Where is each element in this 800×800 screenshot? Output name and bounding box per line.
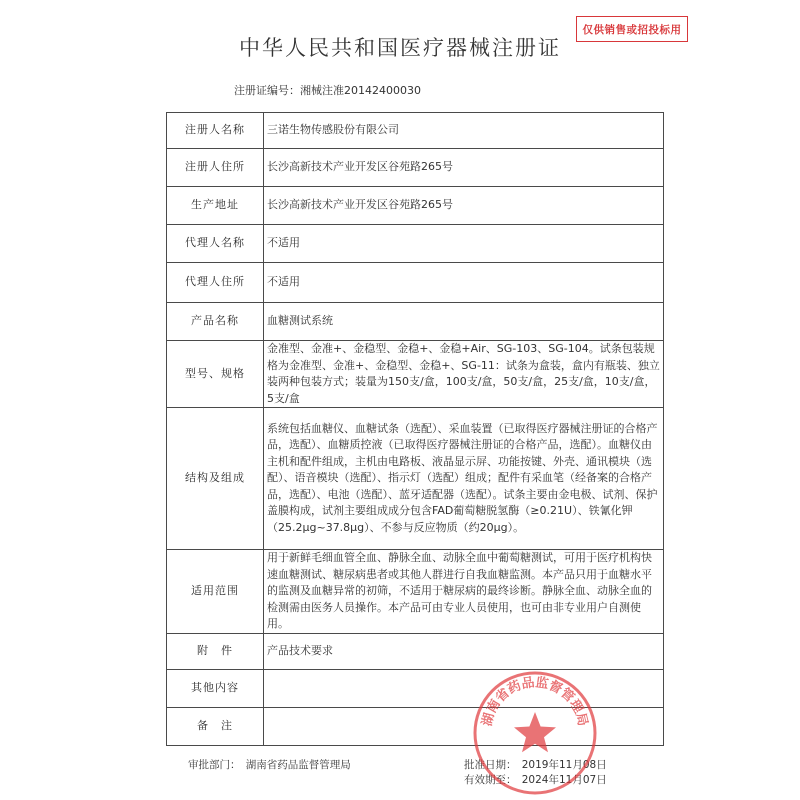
row-label: 结构及组成 [167,408,264,550]
row-label: 注册人住所 [167,149,264,187]
row-value [264,707,664,745]
row-label: 备 注 [167,707,264,745]
approving-authority: 审批部门： 湖南省药品监督管理局 [188,759,351,771]
seal-text: 湖南省药品监督管理局 [480,675,590,728]
table-row [167,187,664,225]
row-label: 其他内容 [167,669,264,707]
table-row [167,113,664,149]
row-value: 用于新鲜毛细血管全血、静脉全血、动脉全血中葡萄糖测试，可用于医疗机构快速血糖测试、糖尿病患者或其他人群进行自我血糖监测。本产品只用于血糖水平的监测及血糖异常的初筛，不适用于糖尿病的最终诊断。静脉全血、动脉全血的检测需由医务人员操作。本产品可由专业人员使用，也可由非专业用户自测使用。 [264,550,664,634]
row-label: 代理人名称 [167,225,264,263]
row-value: 不适用 [264,225,664,263]
certificate-table [166,112,664,746]
official-seal [470,668,600,798]
row-value: 产品技术要求 [264,633,664,669]
row-value: 不适用 [264,263,664,303]
row-label: 代理人住所 [167,263,264,303]
table-row [167,225,664,263]
row-label: 注册人名称 [167,113,264,149]
registration-number-value: 湘械注准20142400030 [300,84,421,97]
page-title: 中华人民共和国医疗器械注册证 [239,36,561,60]
table-row [167,149,664,187]
row-value [264,669,664,707]
row-label: 生产地址 [167,187,264,225]
row-value: 金准型、金准+、金稳型、金稳+、金稳+Air、SG-103、SG-104。试条包装规格为金准型、金准+、金稳型、金稳+、SG-11：试条为盒装，盒内有瓶装、独立装两种包装方式；装量为150支/盒，100支/盒，50支/盒，25支/盒，10支/盒，5支/盒 [264,341,664,408]
seal-star-icon [514,712,556,752]
table-row [167,633,664,669]
row-value: 三诺生物传感股份有限公司 [264,113,664,149]
sales-only-stamp: 仅供销售或招投标用 [576,16,688,42]
table-row [167,263,664,303]
valid-until-date: 有效期至： 2024年11月07日 [464,774,607,786]
row-value: 长沙高新技术产业开发区谷苑路265号 [264,149,664,187]
registration-number [234,82,421,98]
table-row [167,550,664,634]
row-label: 产品名称 [167,303,264,341]
row-label: 附 件 [167,633,264,669]
table-row [167,341,664,408]
row-label: 型号、规格 [167,341,264,408]
approval-date: 批准日期： 2019年11月08日 [464,759,607,771]
row-value: 长沙高新技术产业开发区谷苑路265号 [264,187,664,225]
row-label: 适用范围 [167,550,264,634]
table-row [167,303,664,341]
table-row [167,408,664,550]
registration-number-label: 注册证编号： [234,84,300,97]
row-value: 血糖测试系统 [264,303,664,341]
row-value: 系统包括血糖仪、血糖试条（选配）、采血装置（已取得医疗器械注册证的合格产品，选配）、血糖质控液（已取得医疗器械注册证的合格产品，选配）。血糖仪由主机和配件组成，主机由电路板、液晶显示屏、功能按键、外壳、通讯模块（选配）、语音模块（选配）、指示灯（选配）组成；配件有采血笔（经备案的合格产品，选配）、电池（选配）、蓝牙适配器（选配）。试条主要由金电极、试剂、保护盖膜构成，试剂主要组成成分包含FAD葡萄糖脱氢酶（≥0.21U）、铁氰化钾（25.2μg~37.8μg）、不参与反应物质（约20μg）。 [264,408,664,550]
